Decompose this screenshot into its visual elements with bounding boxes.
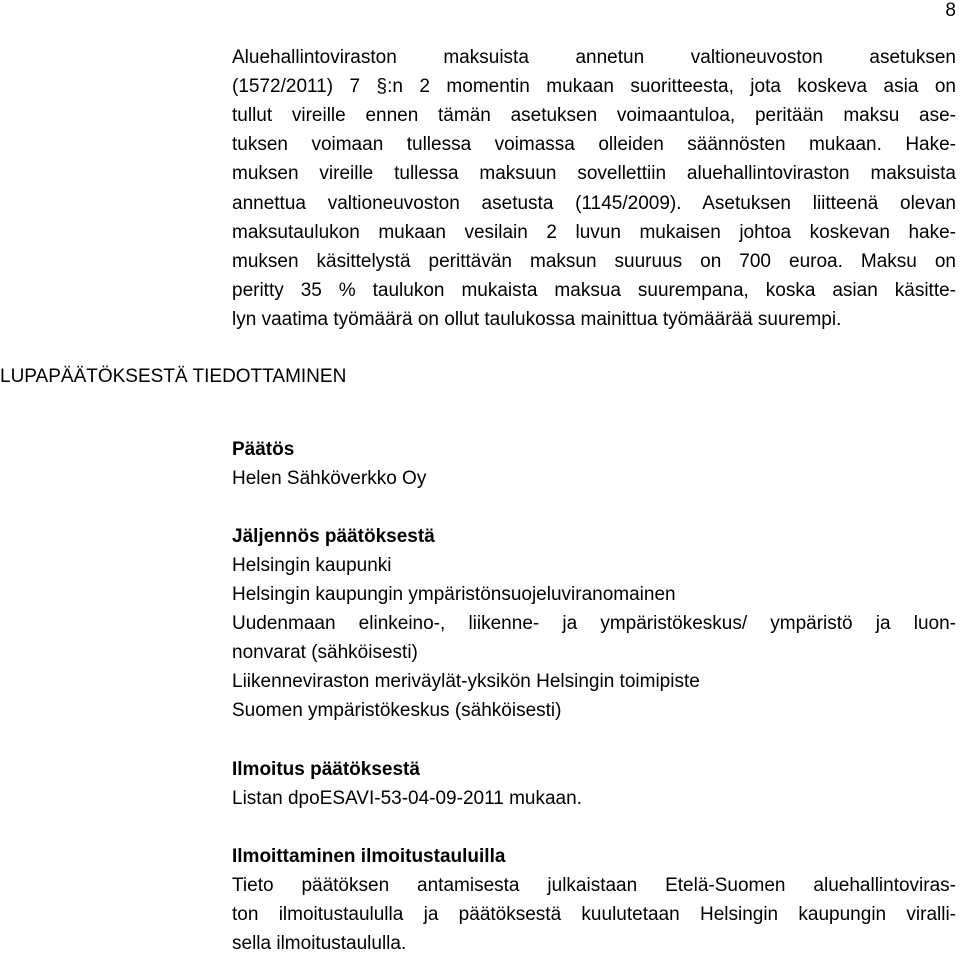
copy-recipient: Helsingin kaupungin ympäristönsuojeluviranomainen [232,584,676,605]
bulletin-heading: Ilmoittaminen ilmoitustauluilla [232,846,506,867]
paragraph-line: lyn vaatima työmäärä on ollut taulukossa mainittua työmäärää suurempi. [232,309,842,330]
copy-recipient: Suomen ympäristökeskus (sähköisesti) [232,700,562,721]
paragraph-line: tuksen voimaan tullessa voimassa olleiden säännösten mukaan. Hake- [232,134,956,155]
copy-heading: Jäljennös päätöksestä [232,526,435,547]
copy-recipient: Uudenmaan elinkeino-, liikenne- ja ympäristökeskus/ ympäristö ja luon- [232,613,956,634]
paragraph-line: muksen vireille tullessa maksuun sovellettiin aluehallintoviraston maksuista [232,163,956,184]
paragraph-line: peritty 35 % taulukon mukaista maksua suurempana, koska asian käsitte- [232,280,956,301]
paragraph-line: tullut vireille ennen tämän asetuksen voimaantuloa, peritään maksu ase- [232,105,956,126]
copy-recipient: nonvarat (sähköisesti) [232,642,418,663]
copy-section [232,522,956,725]
bulletin-line: sella ilmoitustaululla. [232,933,407,954]
paragraph-line: Aluehallintoviraston maksuista annetun valtioneuvoston asetuksen [232,47,956,68]
paragraph-line: muksen käsittelystä perittävän maksun suuruus on 700 euroa. Maksu on [232,251,956,272]
notice-section [232,755,956,813]
decision-section [232,435,956,493]
bulletin-line: Tieto päätöksen antamisesta julkaistaan Etelä-Suomen aluehallintoviras- [232,875,956,896]
bulletin-section [232,842,956,958]
paragraph-line: maksutaulukon mukaan vesilain 2 luvun mukaisen johtoa koskevan hake- [232,222,956,243]
notice-text: Listan dpoESAVI-53-04-09-2011 mukaan. [232,788,582,809]
copy-recipient: Helsingin kaupunki [232,555,392,576]
paragraph-line: annettua valtioneuvoston asetusta (1145/2009). Asetuksen liitteenä olevan [232,193,956,214]
copy-recipient: Liikenneviraston meriväylät-yksikön Helsingin toimipiste [232,671,700,692]
decision-recipient: Helen Sähköverkko Oy [232,468,427,489]
paragraph-line: (1572/2011) 7 §:n 2 momentin mukaan suoritteesta, jota koskeva asia on [232,76,956,97]
decision-heading: Päätös [232,439,295,460]
bulletin-line: ton ilmoitustaululla ja päätöksestä kuulutetaan Helsingin kaupungin viralli- [232,904,956,925]
page-number: 8 [945,0,956,21]
section-heading: LUPAPÄÄTÖKSESTÄ TIEDOTTAMINEN [0,366,347,387]
notice-heading: Ilmoitus päätöksestä [232,759,420,780]
